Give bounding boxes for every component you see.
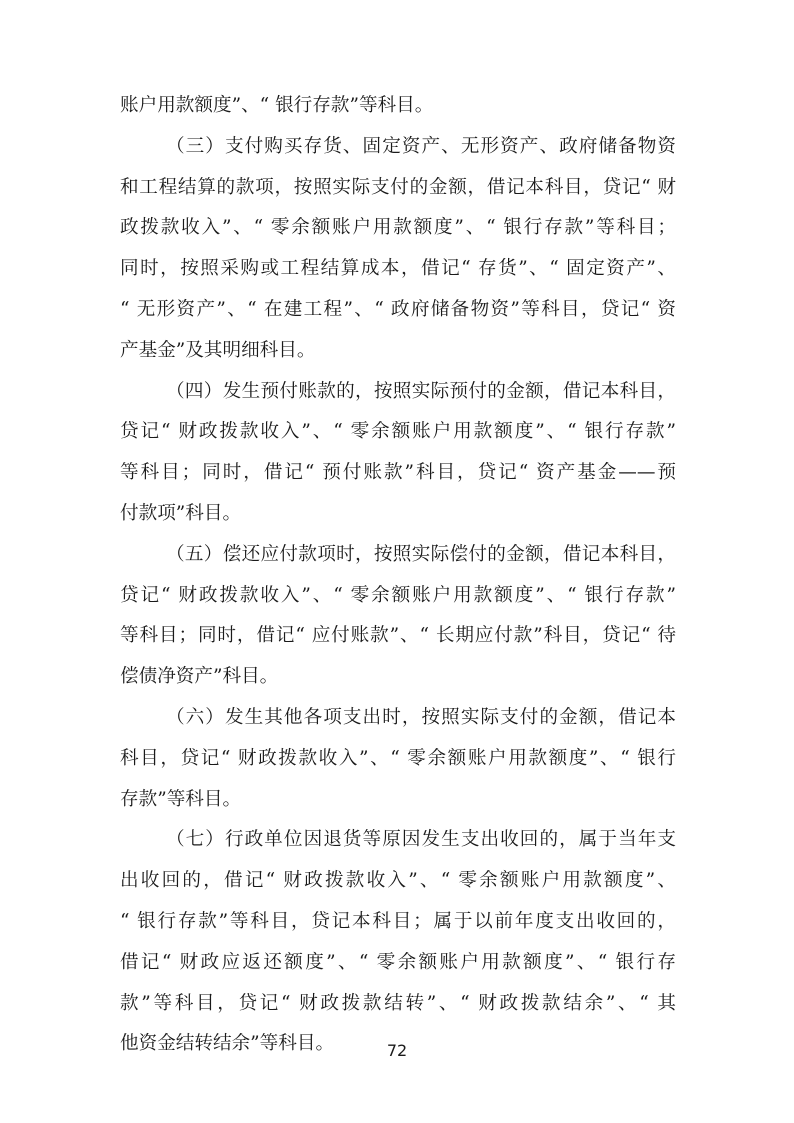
text-line: 出收回的，借记“ 财政拨款收入”、“ 零余额账户用款额度”、 (120, 870, 676, 892)
text-line: 款”等科目，贷记“ 财政拨款结转”、“ 财政拨款结余”、“ 其 (120, 992, 676, 1014)
paragraph-first-line: （四）发生预付账款的，按照实际预付的金额，借记本科目， (166, 380, 676, 402)
document-body (120, 86, 676, 1065)
text-line: “ 银行存款”等科目，贷记本科目；属于以前年度支出收回的， (120, 910, 676, 932)
text-line: 产基金”及其明细科目。 (120, 339, 316, 361)
text-line: 贷记“ 财政拨款收入”、“ 零余额账户用款额度”、“ 银行存款” (120, 421, 676, 443)
text-line: 同时，按照采购或工程结算成本，借记“ 存货”、“ 固定资产”、 (120, 258, 676, 280)
paragraph-first-line: （六）发生其他各项支出时，按照实际支付的金额，借记本 (166, 706, 676, 728)
text-line: 和工程结算的款项，按照实际支付的金额，借记本科目，贷记“ 财 (120, 176, 676, 198)
paragraph-first-line: （七）行政单位因退货等原因发生支出收回的，属于当年支 (166, 829, 676, 851)
text-line: “ 无形资产”、“ 在建工程”、“ 政府储备物资”等科目，贷记“ 资 (120, 298, 676, 320)
text-line: 政拨款收入”、“ 零余额账户用款额度”、“ 银行存款”等科目； (120, 217, 676, 239)
paragraph-first-line: （三）支付购买存货、固定资产、无形资产、政府储备物资 (166, 135, 676, 157)
text-line: 偿债净资产”科目。 (120, 666, 279, 688)
text-line: 等科目；同时，借记“ 预付账款”科目，贷记“ 资产基金——预 (120, 462, 676, 484)
text-line: 付款项”科目。 (120, 502, 242, 524)
text-line: 他资金结转结余”等科目。 (120, 1033, 335, 1055)
text-line: 借记“ 财政应返还额度”、“ 零余额账户用款额度”、“ 银行存 (120, 951, 676, 973)
text-line: 等科目；同时，借记“ 应付账款”、“ 长期应付款”科目，贷记“ 待 (120, 625, 676, 647)
text-line: 账户用款额度”、“ 银行存款”等科目。 (120, 95, 434, 116)
text-line: 贷记“ 财政拨款收入”、“ 零余额账户用款额度”、“ 银行存款” (120, 584, 676, 606)
paragraph-first-line: （五）偿还应付款项时，按照实际偿付的金额，借记本科目， (166, 543, 676, 565)
text-line: 科目，贷记“ 财政拨款收入”、“ 零余额账户用款额度”、“ 银行 (120, 747, 676, 769)
text-line: 存款”等科目。 (120, 788, 242, 810)
page-number: 72 (386, 1041, 408, 1060)
